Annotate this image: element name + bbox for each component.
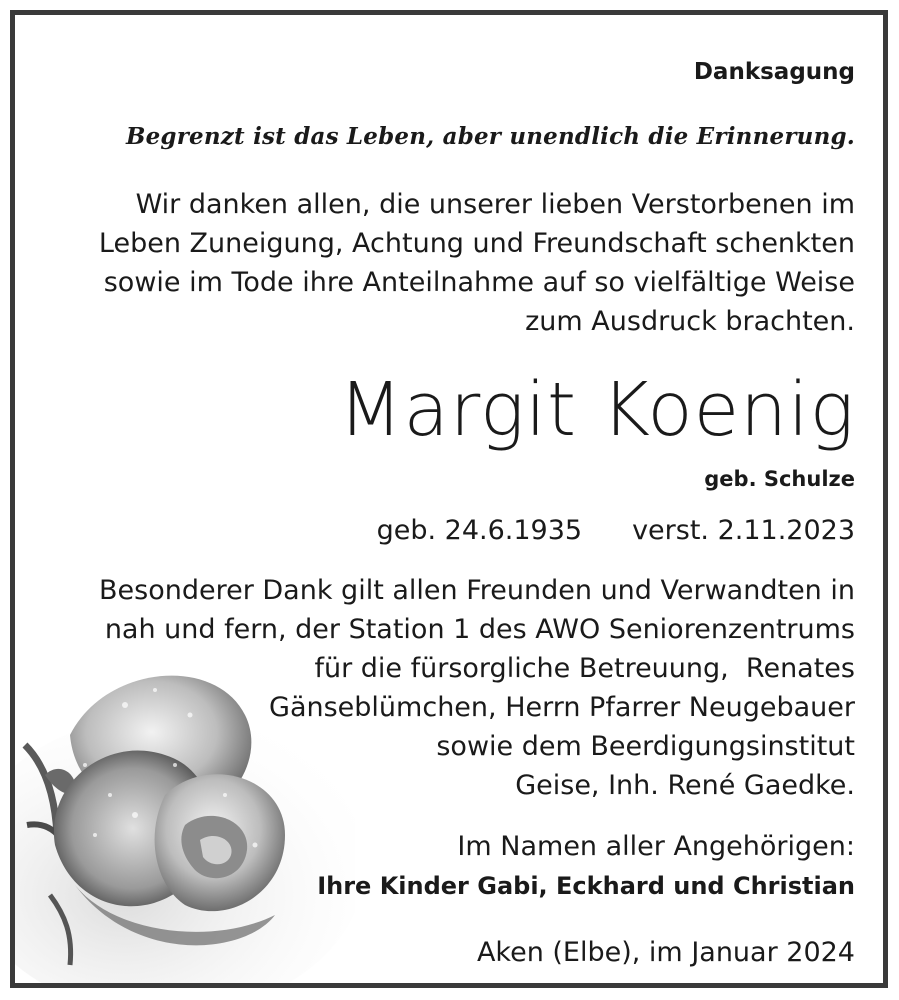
birth-name: geb. Schulze <box>704 467 855 491</box>
thanks-line: Gänseblümchen, Herrn Pfarrer Neugebauer <box>269 692 855 723</box>
motto: Begrenzt ist das Leben, aber unendlich die Erinnerung. <box>125 123 855 150</box>
obituary-card <box>10 10 888 988</box>
place-date: Aken (Elbe), im Januar 2024 <box>476 937 855 968</box>
thanks-line: für die fürsorgliche Betreuung, Renates <box>314 653 855 684</box>
birth-date: geb. 24.6.1935 <box>376 515 583 546</box>
family-signature: Ihre Kinder Gabi, Eckhard und Christian <box>317 872 855 900</box>
on-behalf: Im Namen aller Angehörigen: <box>457 831 855 862</box>
deceased-name: Margit Koenig <box>338 367 855 453</box>
intro-line: zum Ausdruck brachten. <box>525 306 855 337</box>
life-dates <box>377 511 855 550</box>
thanks-line: sowie dem Beerdigungsinstitut <box>436 731 855 762</box>
thanks-line: Geise, Inh. René Gaedke. <box>515 770 855 801</box>
thanks-line: Besonderer Dank gilt allen Freunden und Verwandten in <box>99 575 855 606</box>
heading: Danksagung <box>693 59 855 85</box>
intro-line: sowie im Tode ihre Anteilnahme auf so vielfältige Weise <box>103 267 855 298</box>
death-date: verst. 2.11.2023 <box>632 515 855 546</box>
thanks-line: nah und fern, der Station 1 des AWO Seniorenzentrums <box>104 614 855 645</box>
thanks-paragraph <box>99 571 855 805</box>
intro-line: Leben Zuneigung, Achtung und Freundschaft schenkten <box>98 228 855 259</box>
intro-line: Wir danken allen, die unserer lieben Verstorbenen im <box>135 189 855 220</box>
notice-text <box>15 15 883 983</box>
intro-paragraph <box>99 185 855 341</box>
